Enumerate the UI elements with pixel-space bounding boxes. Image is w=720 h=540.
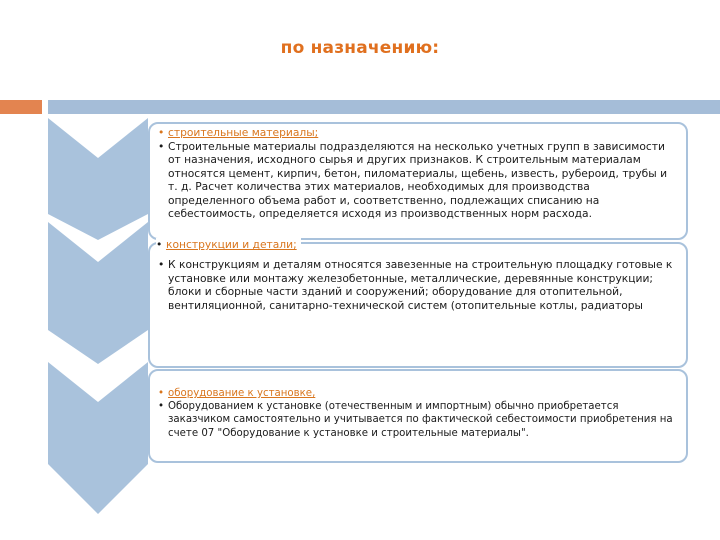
header-band xyxy=(48,100,720,114)
section-1-heading: • строительные материалы; xyxy=(158,126,678,140)
section-3-body: • Оборудованием к установке (отечественным и импортным) обычно приобретается заказчиком самостоятельно и учитывается по фактической себестоимости приобретения на счете 07 "Оборудование к установке и строительные материалы". xyxy=(158,400,678,440)
section-2-heading: • конструкции и детали; xyxy=(156,238,301,252)
accent-bar xyxy=(0,100,42,114)
section-1-body: • Строительные материалы подразделяются на несколько учетных групп в зависимости от назначения, исходного сырья и других признаков. К строительным материалам относятся цемент, кирпич, бетон, пиломатериалы, щебень, известь, рубероид, трубы и т. д. Расчет количества этих материалов, необходимых для производства определенного объема работ и, соответственно, подлежащих списанию на себестоимость, определяется исходя из производственных норм расхода. xyxy=(158,140,678,221)
chevron-3 xyxy=(48,362,148,514)
section-3-heading: • оборудование к установке, xyxy=(158,387,678,400)
section-box-1 xyxy=(148,122,688,240)
section-box-2 xyxy=(148,242,688,368)
chevron-2 xyxy=(48,222,148,364)
slide-title: по назначению: xyxy=(280,38,440,58)
section-2-body: • К конструкциям и деталям относятся завезенные на строительную площадку готовые к установке или монтажу железобетонные, металлические, деревянные конструкции; блоки и сборные части зданий и сооружений; оборудование для отопительной, вентиляционной, санитарно-технической систем (отопительные котлы, радиаторы xyxy=(158,258,678,312)
section-box-3 xyxy=(148,369,688,463)
